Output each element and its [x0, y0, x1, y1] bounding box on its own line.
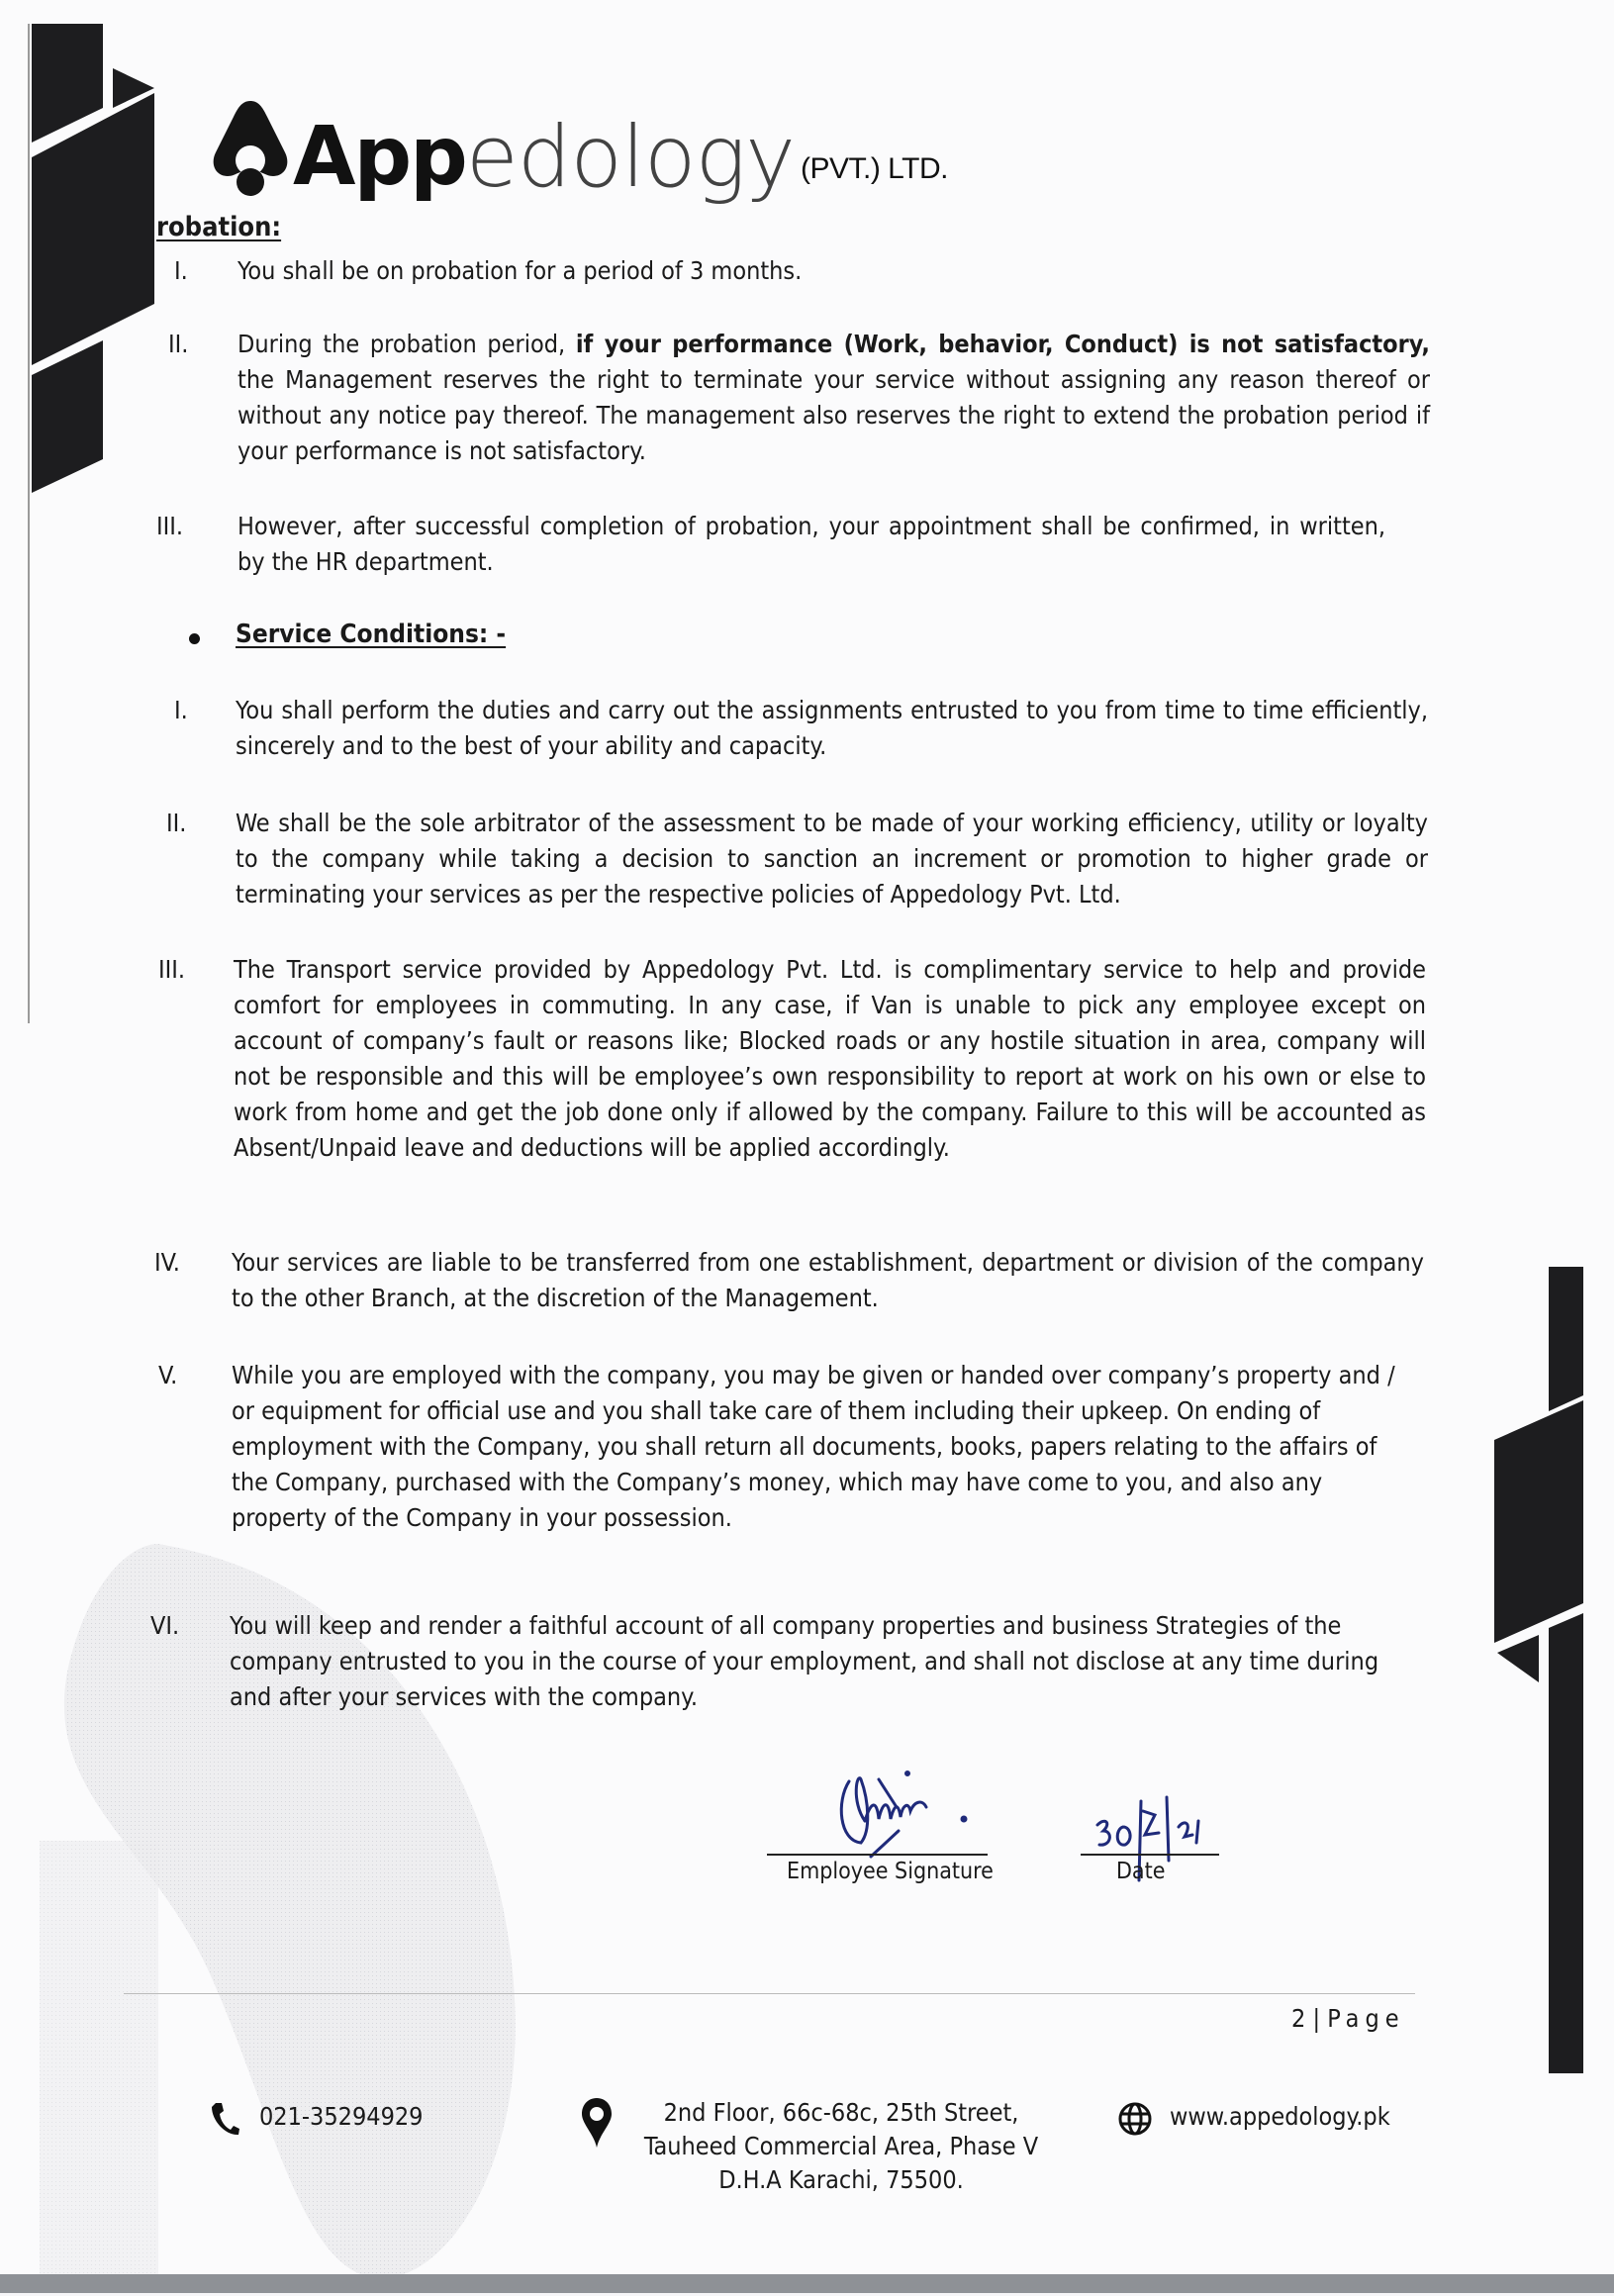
- probation-item: However, after successful completion of probation, your appointment shall be confirmed, in written, by the HR department.: [237, 512, 1385, 576]
- footer-website[interactable]: www.appedology.pk: [1170, 2102, 1390, 2131]
- page-separator: |: [1312, 2004, 1321, 2033]
- phone-icon: [210, 2101, 239, 2137]
- address-line: D.H.A Karachi, 75500.: [718, 2165, 964, 2194]
- footer-address: [614, 2096, 1069, 2197]
- service-condition-item: The Transport service provided by Appedology Pvt. Ltd. is complimentary service to help and provide comfort for employees in commuting. In any case, if Van is unable to pick any employee except on account of company’s fault or reasons like; Blocked roads or any hostile situation in area, company will not be responsible and this will be employee’s own responsibility to report at work on his own or else to work from home and get the job done only if allowed by the company. Failure to this will be accounted as Absent/Unpaid leave and deductions will be applied accordingly.: [234, 955, 1426, 1162]
- bullet-icon: [189, 633, 200, 644]
- probation-item: You shall be on probation for a period of 3 months.: [237, 256, 803, 285]
- list-number: I.: [174, 256, 188, 285]
- list-number: II.: [168, 330, 189, 358]
- left-decorative-bar: [28, 24, 176, 1023]
- scan-edge: [0, 2274, 1614, 2293]
- address-line: Tauheed Commercial Area, Phase V: [643, 2132, 1039, 2160]
- list-number: V.: [158, 1361, 178, 1389]
- page-word: Page: [1327, 2004, 1405, 2033]
- address-line: 2nd Floor, 66c-68c, 25th Street,: [663, 2098, 1019, 2127]
- list-number: II.: [166, 809, 187, 837]
- logo-mark-icon: [212, 97, 289, 200]
- probation-item: [237, 327, 1430, 469]
- logo-text-light: edology: [465, 108, 795, 207]
- logo-suffix: (PVT.) LTD.: [801, 152, 948, 185]
- list-number: VI.: [150, 1611, 180, 1640]
- company-logo: [212, 91, 948, 207]
- list-number: III.: [156, 512, 184, 540]
- date-line: [1081, 1854, 1219, 1856]
- service-conditions-heading: Service Conditions: -: [236, 620, 507, 649]
- service-condition-item: You will keep and render a faithful account of all company properties and business Strategies of the company entrusted to you in the course of your employment, and shall not disclose at any time during and after your services with the company.: [230, 1611, 1379, 1711]
- logo-text-bold: App: [293, 110, 466, 204]
- service-condition-item: You shall perform the duties and carry out the assignments entrusted to you from time to time efficiently, sincerely and to the best of your ability and capacity.: [236, 696, 1428, 760]
- right-decorative-bar: [1489, 1267, 1588, 2177]
- location-pin-icon: [582, 2098, 612, 2148]
- service-condition-item: While you are employed with the company, you may be given or handed over company’s property and / or equipment for official use and you shall take care of them including their upkeep. On ending of employment with the Company, you shall return all documents, books, papers relating to the affairs of the Company, purchased with the Company’s money, which may have come to you, and also any property of the Company in your possession.: [232, 1361, 1395, 1532]
- probation-heading: robation:: [156, 212, 282, 242]
- employee-signature-label: Employee Signature: [787, 1859, 994, 1884]
- list-number: I.: [174, 696, 188, 724]
- date-label: Date: [1116, 1859, 1166, 1884]
- list-number: IV.: [154, 1248, 180, 1277]
- signature-line: [767, 1854, 988, 1856]
- globe-icon: [1118, 2102, 1152, 2136]
- service-condition-item: We shall be the sole arbitrator of the assessment to be made of your working efficiency, utility or loyalty to the company while taking a decision to sanction an increment or promotion to higher grade or terminating your services as per the respective policies of Appedology Pvt. Ltd.: [236, 809, 1428, 909]
- footer-phone: 021-35294929: [259, 2102, 424, 2131]
- item-bold-text: if your performance (Work, behavior, Conduct) is not satisfactory,: [575, 330, 1430, 358]
- service-condition-item: Your services are liable to be transferred from one establishment, department or division of the company to the other Branch, at the discretion of the Management.: [232, 1248, 1424, 1312]
- item-text: During the probation period,: [237, 330, 576, 358]
- list-number: III.: [158, 955, 186, 984]
- page-number: [1291, 2004, 1405, 2033]
- employee-signature-handwriting: [831, 1762, 1009, 1861]
- page-number-value: 2: [1291, 2004, 1306, 2033]
- footer-divider: [124, 1993, 1415, 1994]
- item-text: the Management reserves the right to terminate your service without assigning any reason thereof or without any notice pay thereof. The management also reserves the right to extend the probation period if your performance is not satisfactory.: [237, 365, 1430, 465]
